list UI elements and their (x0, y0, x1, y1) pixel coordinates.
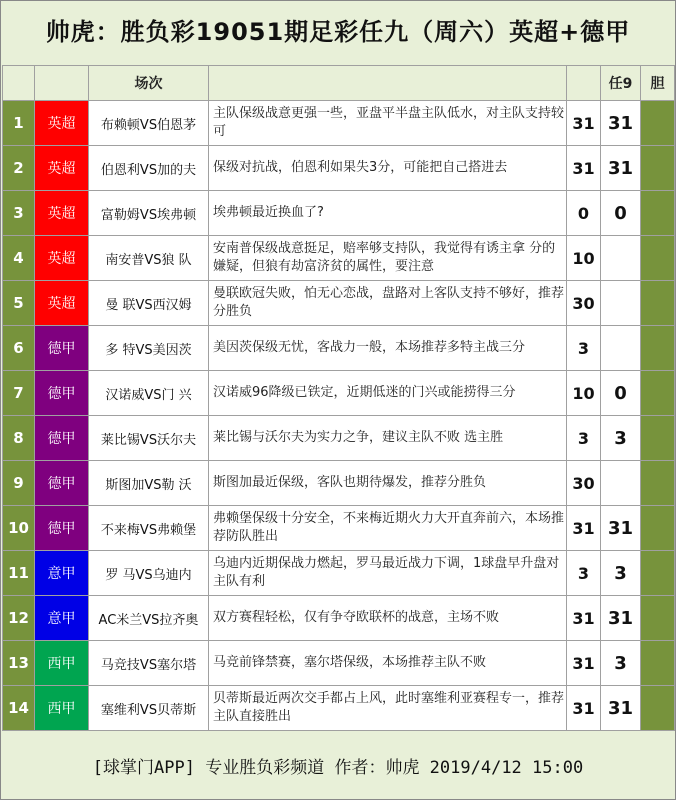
prediction-table (2, 65, 675, 731)
dan-pick (641, 101, 675, 146)
header-note (209, 66, 567, 101)
score-pick: 30 (567, 461, 601, 506)
score-pick: 3 (567, 551, 601, 596)
match-note: 美因茨保级无忧，客战力一般，本场推荐多特主战三分 (209, 326, 567, 371)
table-row (3, 146, 675, 191)
ren9-pick: 31 (601, 506, 641, 551)
row-number: 13 (3, 641, 35, 686)
match-name: AC米兰VS拉齐奥 (89, 596, 209, 641)
match-note: 曼联欧冠失败，怕无心恋战，盘路对上客队支持不够好，推荐分胜负 (209, 281, 567, 326)
table-row (3, 416, 675, 461)
match-name: 曼 联VS西汉姆 (89, 281, 209, 326)
score-pick: 31 (567, 506, 601, 551)
league-badge: 英超 (35, 146, 89, 191)
table-row (3, 281, 675, 326)
match-note: 汉诺威96降级已铁定，近期低迷的门兴或能捞得三分 (209, 371, 567, 416)
table-header-row (3, 66, 675, 101)
header-ren9: 任9 (601, 66, 641, 101)
match-note: 双方赛程轻松，仅有争夺欧联杯的战意，主场不败 (209, 596, 567, 641)
table-row (3, 461, 675, 506)
dan-pick (641, 686, 675, 731)
table-row (3, 551, 675, 596)
score-pick: 10 (567, 371, 601, 416)
row-number: 4 (3, 236, 35, 281)
ren9-pick: 31 (601, 686, 641, 731)
dan-pick (641, 641, 675, 686)
row-number: 14 (3, 686, 35, 731)
match-name: 南安普VS狼 队 (89, 236, 209, 281)
match-name: 布赖顿VS伯恩茅 (89, 101, 209, 146)
league-badge: 英超 (35, 191, 89, 236)
table-row (3, 236, 675, 281)
match-name: 莱比锡VS沃尔夫 (89, 416, 209, 461)
dan-pick (641, 326, 675, 371)
dan-pick (641, 281, 675, 326)
table-row (3, 101, 675, 146)
page-title: 帅虎：胜负彩19051期足彩任九（周六）英超+德甲 (45, 18, 631, 46)
table-row (3, 326, 675, 371)
dan-pick (641, 596, 675, 641)
row-number: 6 (3, 326, 35, 371)
row-number: 10 (3, 506, 35, 551)
score-pick: 0 (567, 191, 601, 236)
score-pick: 31 (567, 596, 601, 641)
league-badge: 意甲 (35, 551, 89, 596)
score-pick: 10 (567, 236, 601, 281)
league-badge: 德甲 (35, 416, 89, 461)
header-league (35, 66, 89, 101)
match-note: 安南普保级战意挺足，赔率够支持队，我觉得有诱主拿 分的嫌疑，但狼有劫富济贫的属性，要注意 (209, 236, 567, 281)
score-pick: 31 (567, 146, 601, 191)
dan-pick (641, 506, 675, 551)
ren9-pick: 0 (601, 191, 641, 236)
match-note: 贝蒂斯最近两次交手都占上风，此时塞维利亚赛程专一，推荐主队直接胜出 (209, 686, 567, 731)
match-name: 伯恩利VS加的夫 (89, 146, 209, 191)
table-row (3, 506, 675, 551)
score-pick: 31 (567, 101, 601, 146)
dan-pick (641, 551, 675, 596)
league-badge: 德甲 (35, 461, 89, 506)
ren9-pick (601, 461, 641, 506)
ren9-pick: 3 (601, 416, 641, 461)
league-badge: 英超 (35, 236, 89, 281)
header-score (567, 66, 601, 101)
score-pick: 31 (567, 641, 601, 686)
row-number: 5 (3, 281, 35, 326)
table-row (3, 641, 675, 686)
table-row (3, 596, 675, 641)
league-badge: 西甲 (35, 686, 89, 731)
footer: [球掌门APP] 专业胜负彩频道 作者：帅虎 2019/4/12 15:00 (92, 758, 584, 778)
table-row (3, 371, 675, 416)
match-name: 斯图加VS勒 沃 (89, 461, 209, 506)
ren9-pick (601, 281, 641, 326)
row-number: 2 (3, 146, 35, 191)
row-number: 9 (3, 461, 35, 506)
match-note: 马竞前锋禁赛，塞尔塔保级，本场推荐主队不败 (209, 641, 567, 686)
league-badge: 德甲 (35, 506, 89, 551)
match-note: 保级对抗战，伯恩利如果失3分，可能把自己搭进去 (209, 146, 567, 191)
table-row (3, 686, 675, 731)
match-name: 富勒姆VS埃弗顿 (89, 191, 209, 236)
league-badge: 意甲 (35, 596, 89, 641)
ren9-pick: 3 (601, 641, 641, 686)
match-note: 弗赖堡保级十分安全，不来梅近期火力大开直奔前六，本场推荐防队胜出 (209, 506, 567, 551)
match-name: 汉诺威VS门 兴 (89, 371, 209, 416)
match-name: 不来梅VS弗赖堡 (89, 506, 209, 551)
dan-pick (641, 146, 675, 191)
row-number: 1 (3, 101, 35, 146)
match-name: 多 特VS美因茨 (89, 326, 209, 371)
league-badge: 英超 (35, 281, 89, 326)
match-note: 乌迪内近期保战力燃起，罗马最近战力下调，1球盘早升盘对主队有利 (209, 551, 567, 596)
match-name: 马竞技VS塞尔塔 (89, 641, 209, 686)
match-name: 塞维利VS贝蒂斯 (89, 686, 209, 731)
dan-pick (641, 416, 675, 461)
league-badge: 英超 (35, 101, 89, 146)
match-name: 罗 马VS乌迪内 (89, 551, 209, 596)
match-note: 埃弗顿最近换血了? (209, 191, 567, 236)
match-note: 斯图加最近保级，客队也期待爆发，推荐分胜负 (209, 461, 567, 506)
table-body (3, 101, 675, 731)
league-badge: 德甲 (35, 371, 89, 416)
table-row (3, 191, 675, 236)
dan-pick (641, 236, 675, 281)
row-number: 12 (3, 596, 35, 641)
dan-pick (641, 461, 675, 506)
row-number: 11 (3, 551, 35, 596)
score-pick: 3 (567, 326, 601, 371)
dan-pick (641, 191, 675, 236)
score-pick: 3 (567, 416, 601, 461)
ren9-pick: 31 (601, 596, 641, 641)
league-badge: 德甲 (35, 326, 89, 371)
header-match: 场次 (89, 66, 209, 101)
ren9-pick (601, 326, 641, 371)
header-no (3, 66, 35, 101)
match-note: 主队保级战意更强一些，亚盘平半盘主队低水，对主队支持较可 (209, 101, 567, 146)
header-dan: 胆 (641, 66, 675, 101)
match-note: 莱比锡与沃尔夫为实力之争，建议主队不败 选主胜 (209, 416, 567, 461)
league-badge: 西甲 (35, 641, 89, 686)
ren9-pick: 31 (601, 146, 641, 191)
row-number: 3 (3, 191, 35, 236)
row-number: 8 (3, 416, 35, 461)
score-pick: 30 (567, 281, 601, 326)
score-pick: 31 (567, 686, 601, 731)
dan-pick (641, 371, 675, 416)
ren9-pick: 3 (601, 551, 641, 596)
ren9-pick (601, 236, 641, 281)
ren9-pick: 31 (601, 101, 641, 146)
row-number: 7 (3, 371, 35, 416)
ren9-pick: 0 (601, 371, 641, 416)
